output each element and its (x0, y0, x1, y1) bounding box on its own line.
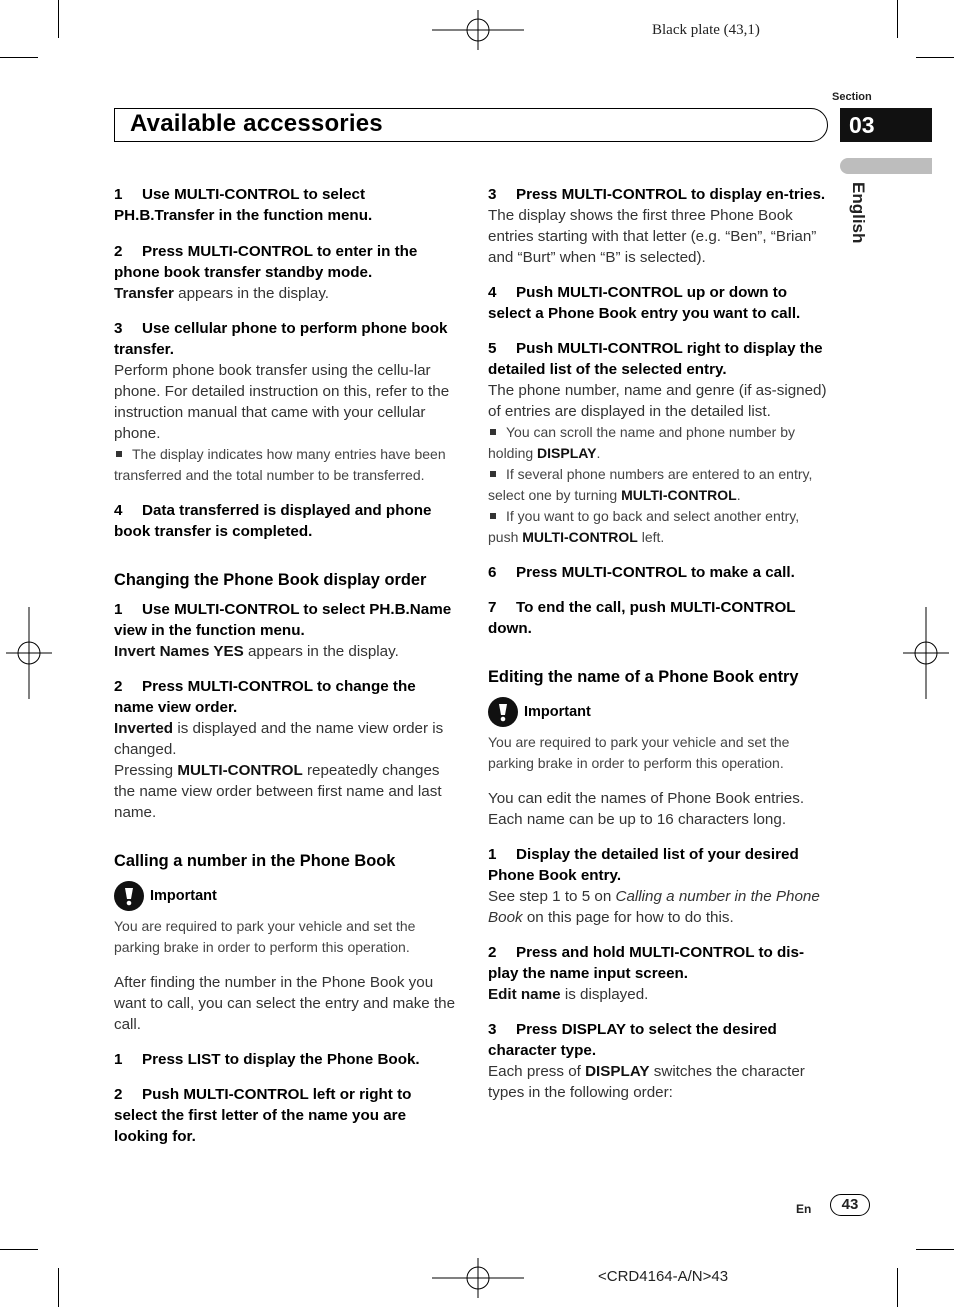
crop-mark (897, 0, 898, 38)
language-tab (840, 158, 932, 174)
section-heading: Calling a number in the Phone Book (114, 852, 396, 870)
bullet-icon (490, 429, 496, 435)
registration-mark-icon (432, 1258, 524, 1298)
step-body: Perform phone book transfer using the cellu-lar phone. For detailed instruction on this, refer to the instruction manual that came with your cellular phone. (114, 362, 450, 442)
step-body: Pressing MULTI-CONTROL repeatedly changes the name view order between first name and last name. (114, 762, 442, 821)
step-body: Invert Names YES appears in the display. (114, 643, 399, 660)
step: 2 Press MULTI-CONTROL to change the name view order. (114, 678, 416, 716)
step: 4 Data transferred is displayed and phone book transfer is completed. (114, 502, 432, 540)
step: 3 Press MULTI-CONTROL to display en-tries. (488, 186, 826, 203)
step-body: See step 1 to 5 on Calling a number in the Phone Book on this page for how to do this. (488, 888, 820, 926)
step-body: Edit name is displayed. (488, 986, 649, 1003)
crop-mark (0, 1249, 38, 1250)
registration-mark-icon (903, 607, 949, 699)
step: 4 Push MULTI-CONTROL up or down to select a Phone Book entry you want to call. (488, 284, 801, 322)
step: 2 Press MULTI-CONTROL to enter in the phone book transfer standby mode. (114, 243, 418, 281)
step: 2 Press and hold MULTI-CONTROL to dis-play the name input screen. (488, 944, 804, 982)
important-icon (114, 881, 144, 911)
step: 6 Press MULTI-CONTROL to make a call. (488, 564, 795, 581)
important-text: You are required to park your vehicle and set the parking brake in order to perform this operation. (488, 734, 790, 771)
step-body: The display shows the first three Phone Book entries starting with that letter (e.g. “Ben”, “Brian” and “Burt” when “B” is selected). (488, 207, 817, 266)
crop-mark (916, 57, 954, 58)
crop-mark (58, 1268, 59, 1307)
step: 1 Display the detailed list of your desired Phone Book entry. (488, 846, 799, 884)
page-number: 43 (830, 1194, 870, 1216)
step-body: The phone number, name and genre (if as-signed) of entries are displayed in the detailed list. (488, 382, 827, 420)
section-label: Section (832, 91, 872, 103)
note: If you want to go back and select another entry, push MULTI-CONTROL left. (488, 508, 800, 545)
crop-mark (58, 0, 59, 38)
paragraph: After finding the number in the Phone Book you want to call, you can select the entry and make the call. (114, 974, 456, 1033)
step: 1 Press LIST to display the Phone Book. (114, 1051, 420, 1068)
note: You can scroll the name and phone number by holding DISPLAY. (488, 424, 796, 461)
step: 1 Use MULTI-CONTROL to select PH.B.Transfer in the function menu. (114, 186, 373, 224)
step-body: Transfer appears in the display. (114, 285, 330, 302)
step-body: Inverted is displayed and the name view order is changed. (114, 720, 444, 758)
step: 1 Use MULTI-CONTROL to select PH.B.Name view in the function menu. (114, 601, 452, 639)
important-text: You are required to park your vehicle and set the parking brake in order to perform this operation. (114, 918, 416, 955)
section-number: 03 (840, 108, 932, 142)
registration-mark-icon (6, 607, 52, 699)
step: 7 To end the call, push MULTI-CONTROL down. (488, 599, 796, 637)
crop-mark (916, 1249, 954, 1250)
important-label: Important (114, 880, 456, 912)
language-code: En (796, 1202, 812, 1216)
crop-mark (0, 57, 38, 58)
step: 5 Push MULTI-CONTROL right to display the detailed list of the selected entry. (488, 340, 823, 378)
step: 3 Use cellular phone to perform phone book transfer. (114, 320, 448, 358)
step: 3 Press DISPLAY to select the desired character type. (488, 1021, 777, 1059)
note: If several phone numbers are entered to an entry, select one by turning MULTI-CONTROL. (488, 466, 813, 503)
plate-label: Black plate (43,1) (652, 22, 760, 38)
important-label: Important (488, 696, 830, 728)
left-column (114, 184, 456, 1147)
registration-mark-icon (432, 10, 524, 50)
important-icon (488, 697, 518, 727)
document-code: <CRD4164-A/N>43 (598, 1268, 729, 1285)
note: The display indicates how many entries have been transferred and the total number to be transferred. (114, 446, 446, 483)
paragraph: You can edit the names of Phone Book entries. Each name can be up to 16 characters long. (488, 790, 805, 828)
bullet-icon (116, 451, 122, 457)
step: 2 Push MULTI-CONTROL left or right to select the first letter of the name you are looking for. (114, 1086, 412, 1145)
section-heading: Changing the Phone Book display order (114, 571, 427, 589)
bullet-icon (490, 513, 496, 519)
language-label: English (849, 182, 868, 244)
crop-mark (897, 1268, 898, 1307)
bullet-icon (490, 471, 496, 477)
section-heading: Editing the name of a Phone Book entry (488, 668, 799, 686)
page-title: Available accessories (130, 110, 383, 137)
right-column (488, 184, 830, 1103)
step-body: Each press of DISPLAY switches the character types in the following order: (488, 1063, 805, 1101)
